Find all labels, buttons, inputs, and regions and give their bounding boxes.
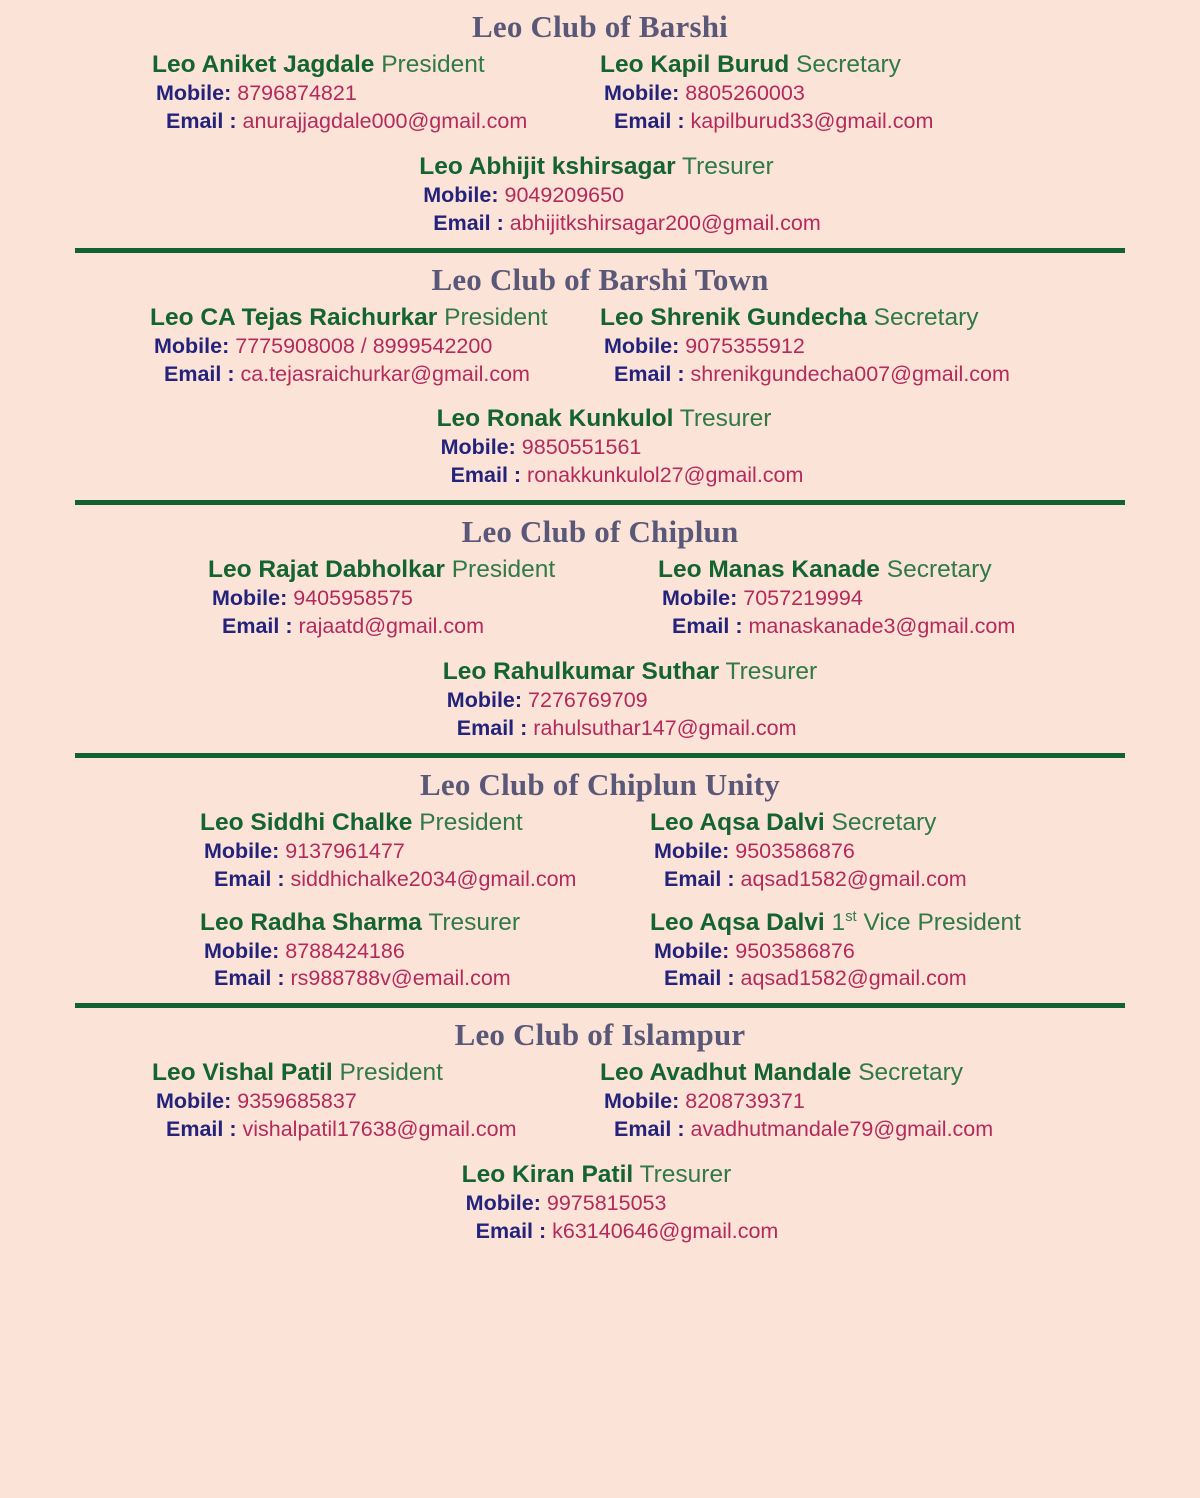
officer-name-line bbox=[152, 1058, 600, 1088]
officer-email-line bbox=[152, 108, 600, 136]
officer-mobile-line bbox=[650, 938, 1200, 966]
officer-email-line bbox=[650, 965, 1200, 993]
officer-role: Tresurer bbox=[679, 405, 772, 433]
mobile-value[interactable]: 7775908008 / 8999542200 bbox=[235, 333, 493, 358]
spacer bbox=[0, 136, 1200, 152]
email-value[interactable]: k63140646@gmail.com bbox=[552, 1219, 779, 1244]
officer-mobile-line bbox=[600, 80, 1200, 108]
officer-mobile-line bbox=[150, 333, 600, 361]
officer-email-line bbox=[152, 1116, 600, 1144]
officer-mobile-line bbox=[152, 80, 600, 108]
mobile-label: Mobile: bbox=[654, 838, 730, 863]
mobile-label: Mobile: bbox=[465, 1191, 541, 1216]
email-label: Email : bbox=[456, 715, 528, 740]
officer-name: Leo Aqsa Dalvi bbox=[650, 808, 825, 836]
officer-name-line bbox=[650, 808, 1200, 838]
mobile-label: Mobile: bbox=[212, 586, 288, 611]
email-label: Email : bbox=[166, 108, 237, 133]
email-label: Email : bbox=[450, 463, 522, 488]
mobile-label: Mobile: bbox=[604, 80, 680, 105]
officer-card-secretary bbox=[600, 1058, 1200, 1144]
officer-role: Secretary bbox=[858, 1059, 964, 1087]
officer-name: Leo Kiran Patil bbox=[461, 1161, 634, 1189]
officer-card-president bbox=[0, 555, 600, 641]
club-title: Leo Club of Barshi bbox=[472, 9, 728, 44]
officer-role: President bbox=[451, 556, 556, 584]
club-section-chiplun bbox=[0, 505, 1200, 758]
officer-name: Leo Radha Sharma bbox=[200, 908, 422, 936]
mobile-value[interactable]: 7276769709 bbox=[528, 687, 648, 712]
officer-mobile-line bbox=[152, 1088, 600, 1116]
email-label: Email : bbox=[672, 614, 743, 639]
spacer bbox=[0, 388, 1200, 404]
officer-name-line bbox=[462, 1160, 779, 1190]
email-label: Email : bbox=[614, 1117, 685, 1142]
mobile-value[interactable]: 9075355912 bbox=[685, 333, 805, 358]
officer-email-line bbox=[437, 462, 804, 490]
mobile-value[interactable]: 9359685837 bbox=[237, 1089, 357, 1114]
officer-row bbox=[0, 303, 1200, 389]
officer-name-line bbox=[150, 303, 600, 333]
club-title: Leo Club of Chiplun Unity bbox=[420, 766, 780, 802]
officer-name: Leo Kapil Burud bbox=[600, 51, 790, 79]
mobile-value[interactable]: 9137961477 bbox=[285, 838, 405, 863]
officer-email-line bbox=[600, 108, 1200, 136]
officer-email-line bbox=[650, 866, 1200, 894]
officer-name: Leo Avadhut Mandale bbox=[600, 1059, 852, 1087]
officer-name: Leo Abhijit kshirsagar bbox=[419, 152, 676, 180]
mobile-label: Mobile: bbox=[156, 1089, 232, 1114]
mobile-label: Mobile: bbox=[204, 838, 280, 863]
officer-name-line bbox=[152, 50, 600, 80]
officer-role: President bbox=[339, 1059, 443, 1087]
officer-name-line bbox=[658, 555, 1200, 585]
officer-email-line bbox=[443, 715, 817, 743]
officer-card-vice-president bbox=[600, 908, 1200, 994]
mobile-value[interactable]: 9975815053 bbox=[546, 1191, 667, 1216]
officer-row-treasurer bbox=[0, 152, 1200, 238]
officer-name: Leo Manas Kanade bbox=[658, 556, 880, 584]
email-value[interactable]: anurajjagdale000@gmail.com bbox=[242, 108, 528, 133]
email-label: Email : bbox=[614, 108, 685, 133]
officer-card-secretary bbox=[600, 50, 1200, 136]
officer-row bbox=[0, 50, 1200, 136]
officer-name-line bbox=[200, 808, 600, 838]
email-value[interactable]: rs988788v@email.com bbox=[290, 966, 511, 991]
officer-card-president bbox=[0, 50, 600, 136]
officer-email-line bbox=[462, 1218, 779, 1246]
officer-email-line bbox=[658, 613, 1200, 641]
officer-role: Tresurer bbox=[725, 658, 818, 686]
officer-role-ordinal-suffix: st bbox=[845, 908, 857, 925]
officer-role: Tresurer bbox=[639, 1161, 732, 1189]
officer-role: Secretary bbox=[886, 556, 992, 584]
officer-role: President bbox=[444, 303, 548, 331]
mobile-label: Mobile: bbox=[604, 333, 680, 358]
officer-name: Leo CA Tejas Raichurkar bbox=[150, 303, 438, 331]
email-label: Email : bbox=[214, 966, 285, 991]
mobile-label: Mobile: bbox=[604, 1089, 680, 1114]
mobile-label: Mobile: bbox=[156, 80, 232, 105]
email-value[interactable]: rahulsuthar147@gmail.com bbox=[533, 715, 797, 740]
officer-row bbox=[0, 808, 1200, 894]
club-title: Leo Club of Chiplun bbox=[461, 514, 739, 550]
officer-row bbox=[0, 555, 1200, 641]
officer-mobile-line bbox=[437, 434, 804, 462]
officer-mobile-line bbox=[443, 687, 817, 715]
officer-email-line bbox=[600, 361, 1200, 389]
officer-role: President bbox=[381, 51, 485, 79]
mobile-value[interactable]: 9405958575 bbox=[293, 586, 413, 611]
officer-mobile-line bbox=[600, 1088, 1200, 1116]
officer-role: Secretary bbox=[831, 808, 937, 836]
officer-card-treasurer bbox=[383, 657, 817, 743]
officer-role-ordinal: 1 bbox=[831, 908, 846, 936]
officer-mobile-line bbox=[208, 585, 600, 613]
mobile-value[interactable]: 8796874821 bbox=[237, 80, 357, 105]
officer-mobile-line bbox=[462, 1190, 779, 1218]
email-value[interactable]: shrenikgundecha007@gmail.com bbox=[690, 361, 1010, 386]
mobile-label: Mobile: bbox=[423, 182, 499, 207]
officer-card-treasurer bbox=[0, 908, 600, 994]
officer-name: Leo Aniket Jagdale bbox=[152, 51, 375, 79]
officer-email-line bbox=[200, 866, 600, 894]
officer-card-secretary bbox=[600, 303, 1200, 389]
mobile-value[interactable]: 9850551561 bbox=[521, 435, 642, 460]
officer-role: Secretary bbox=[873, 303, 979, 331]
officer-mobile-line bbox=[658, 585, 1200, 613]
officer-name-line bbox=[437, 404, 804, 434]
mobile-label: Mobile: bbox=[446, 687, 523, 712]
officer-name-line bbox=[443, 657, 817, 687]
officer-role: Secretary bbox=[796, 51, 901, 79]
mobile-value[interactable]: 7057219994 bbox=[743, 586, 863, 611]
officer-name-line bbox=[200, 908, 600, 938]
officer-name: Leo Vishal Patil bbox=[152, 1059, 333, 1087]
officer-card-treasurer bbox=[397, 404, 804, 490]
mobile-label: Mobile: bbox=[154, 333, 230, 358]
spacer bbox=[0, 641, 1200, 657]
club-title: Leo Club of Islampur bbox=[454, 1017, 746, 1053]
email-value[interactable]: siddhichalke2034@gmail.com bbox=[290, 866, 577, 891]
officer-role: Tresurer bbox=[428, 908, 520, 936]
officer-name-line bbox=[600, 1058, 1200, 1088]
email-value[interactable]: avadhutmandale79@gmail.com bbox=[690, 1117, 994, 1142]
officer-name: Leo Aqsa Dalvi bbox=[650, 908, 825, 936]
spacer bbox=[0, 1144, 1200, 1160]
officer-name-line bbox=[208, 555, 600, 585]
email-label: Email : bbox=[433, 210, 504, 235]
officer-row bbox=[0, 908, 1200, 994]
officer-name: Leo Shrenik Gundecha bbox=[600, 303, 867, 331]
officer-role: Vice President bbox=[863, 908, 1021, 936]
officer-card-treasurer bbox=[422, 1160, 779, 1246]
officer-name-line bbox=[600, 50, 1200, 80]
officer-name-line bbox=[419, 152, 821, 182]
officer-email-line bbox=[600, 1116, 1200, 1144]
email-label: Email : bbox=[614, 361, 685, 386]
email-value[interactable]: kapilburud33@gmail.com bbox=[690, 108, 934, 133]
officer-row-treasurer bbox=[0, 657, 1200, 743]
mobile-value[interactable]: 9503586876 bbox=[735, 838, 855, 863]
email-value[interactable]: manaskanade3@gmail.com bbox=[748, 614, 1016, 639]
email-label: Email : bbox=[664, 966, 735, 991]
officer-card-secretary bbox=[600, 555, 1200, 641]
officer-name: Leo Siddhi Chalke bbox=[200, 808, 413, 836]
officer-name-line bbox=[600, 303, 1200, 333]
mobile-value[interactable]: 9503586876 bbox=[735, 938, 855, 963]
officer-card-treasurer bbox=[379, 152, 821, 238]
email-value[interactable]: ronakkunkulol27@gmail.com bbox=[527, 463, 804, 488]
email-value[interactable]: aqsad1582@gmail.com bbox=[740, 866, 967, 891]
officer-mobile-line bbox=[200, 838, 600, 866]
email-label: Email : bbox=[475, 1219, 547, 1244]
officer-card-secretary bbox=[600, 808, 1200, 894]
mobile-label: Mobile: bbox=[440, 435, 516, 460]
officer-mobile-line bbox=[200, 938, 600, 966]
officer-card-president bbox=[0, 1058, 600, 1144]
officer-mobile-line bbox=[419, 182, 821, 210]
mobile-value[interactable]: 8805260003 bbox=[685, 80, 805, 105]
email-value[interactable]: abhijitkshirsagar200@gmail.com bbox=[509, 210, 821, 235]
officer-email-line bbox=[150, 361, 600, 389]
club-section-chiplun-unity bbox=[0, 758, 1200, 1009]
officer-email-line bbox=[208, 613, 600, 641]
officer-email-line bbox=[200, 965, 600, 993]
email-value[interactable]: vishalpatil17638@gmail.com bbox=[242, 1117, 517, 1142]
officer-email-line bbox=[419, 210, 821, 238]
mobile-value[interactable]: 8788424186 bbox=[285, 938, 405, 963]
email-label: Email : bbox=[166, 1117, 237, 1142]
email-label: Email : bbox=[664, 866, 735, 891]
mobile-label: Mobile: bbox=[204, 938, 280, 963]
officer-row-treasurer bbox=[0, 404, 1200, 490]
email-value[interactable]: aqsad1582@gmail.com bbox=[740, 966, 967, 991]
officer-mobile-line bbox=[650, 838, 1200, 866]
officer-role: President bbox=[419, 808, 523, 836]
mobile-label: Mobile: bbox=[662, 586, 738, 611]
club-section-barshi-town bbox=[0, 253, 1200, 506]
email-label: Email : bbox=[222, 614, 293, 639]
officer-role: Tresurer bbox=[682, 152, 774, 180]
officer-card-president bbox=[0, 303, 600, 389]
officer-card-president bbox=[0, 808, 600, 894]
officer-name: Leo Rahulkumar Suthar bbox=[442, 658, 720, 686]
officer-name: Leo Rajat Dabholkar bbox=[208, 556, 445, 584]
email-label: Email : bbox=[164, 361, 235, 386]
club-section-barshi bbox=[0, 0, 1200, 253]
mobile-value[interactable]: 9049209650 bbox=[504, 182, 625, 207]
officer-mobile-line bbox=[600, 333, 1200, 361]
officer-name: Leo Ronak Kunkulol bbox=[436, 405, 674, 433]
club-section-islampur bbox=[0, 1008, 1200, 1246]
email-label: Email : bbox=[214, 866, 285, 891]
officer-row-treasurer bbox=[0, 1160, 1200, 1246]
email-value[interactable]: ca.tejasraichurkar@gmail.com bbox=[240, 361, 530, 386]
officer-name-line bbox=[650, 908, 1200, 938]
club-title: Leo Club of Barshi Town bbox=[431, 261, 769, 297]
email-value[interactable]: rajaatd@gmail.com bbox=[298, 614, 485, 639]
mobile-value[interactable]: 8208739371 bbox=[685, 1089, 805, 1114]
officer-row bbox=[0, 1058, 1200, 1144]
mobile-label: Mobile: bbox=[654, 938, 730, 963]
